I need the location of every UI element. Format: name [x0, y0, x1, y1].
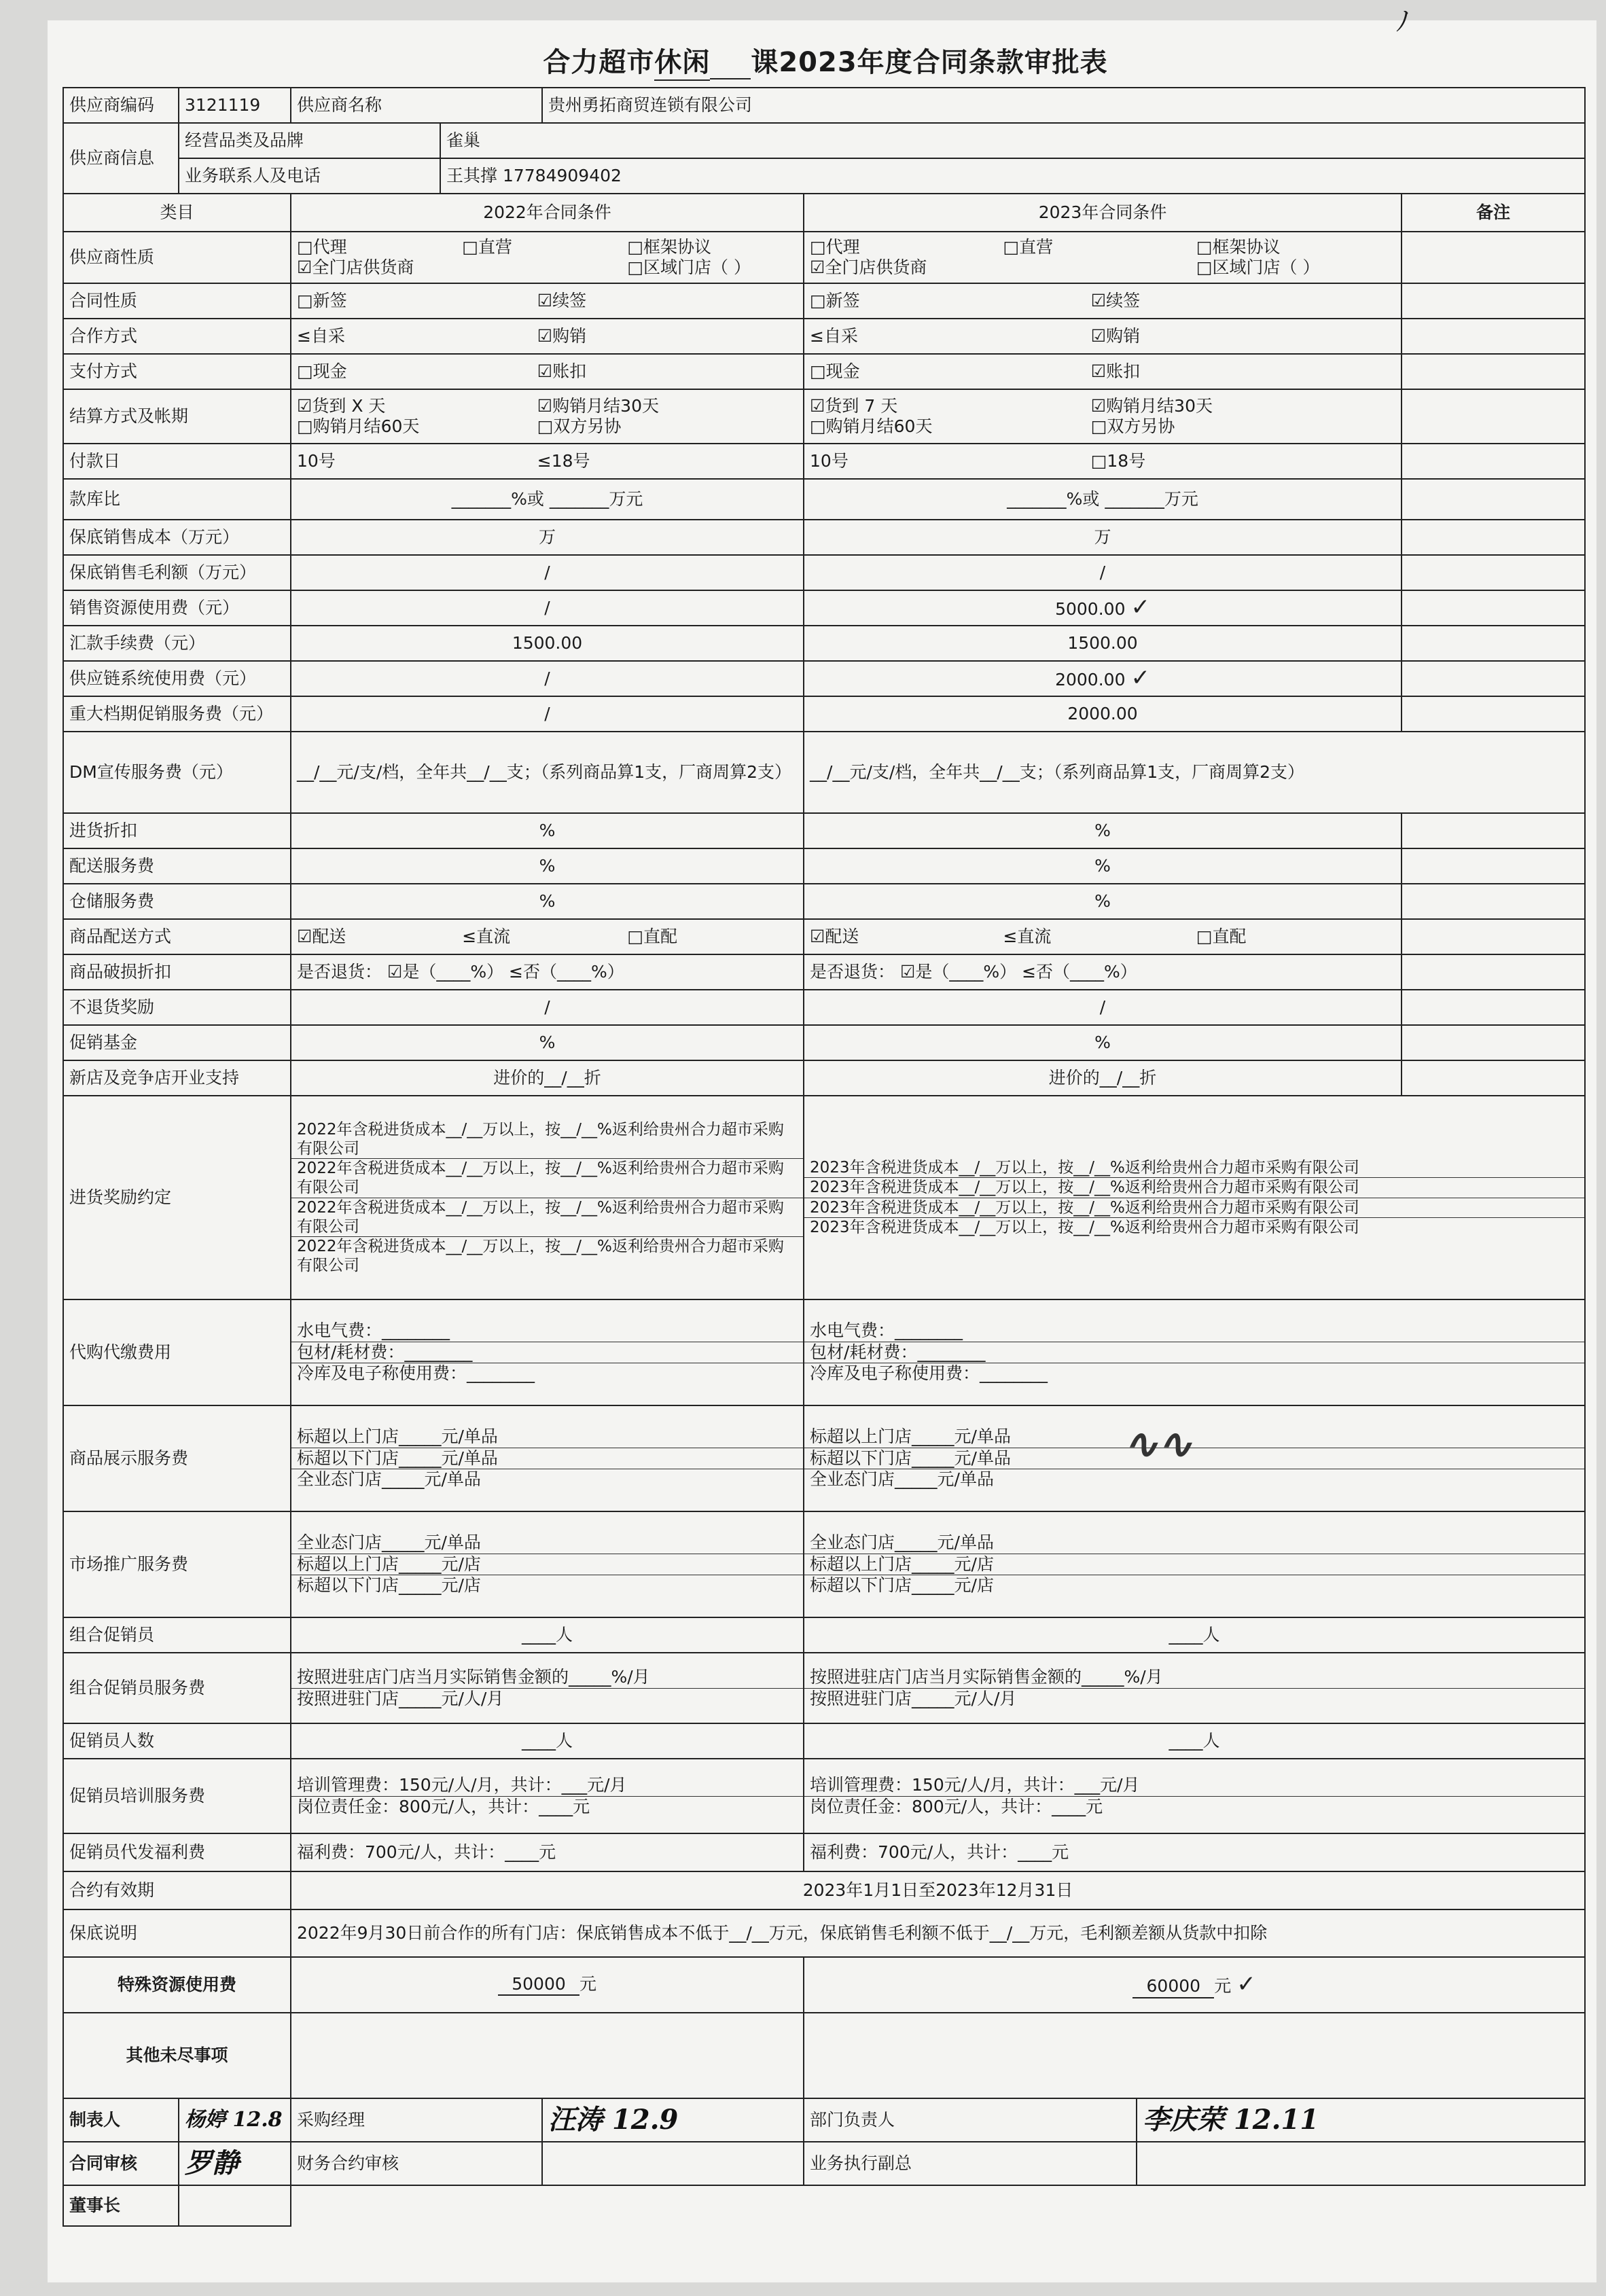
- check-mark-icon: ✓: [1236, 1971, 1256, 1998]
- brand-field[interactable]: 雀巢: [440, 123, 1585, 158]
- supplier-code-row: 供应商编码 3121119 供应商名称 贵州勇拓商贸连锁有限公司: [63, 88, 1585, 123]
- finance-signature[interactable]: [542, 2142, 804, 2185]
- row-marketing-fee: 市场推广服务费 全业态门店_____元/单品 标超以上门店_____元/店 标超以下门店_____元/店 全业态门店_____元/单品 标超以上门店_____元/店 标超以下门店_____元/店: [63, 1511, 1585, 1617]
- preparer-signature[interactable]: 杨婷 12.8: [179, 2098, 291, 2142]
- nature-2022[interactable]: □代理 □直营 □框架协议 ☑全门店供货商 □区域门店（ ）: [291, 232, 804, 283]
- row-combo-promoter: 组合促销员 ____人 ____人: [63, 1617, 1585, 1653]
- row-min-margin: 保底销售毛利额（万元） / /: [63, 555, 1585, 590]
- row-distribution: 商品配送方式 ☑配送 ≤直流 □直配 ☑配送 ≤直流 □直配: [63, 919, 1585, 954]
- row-promo-fund: 促销基金 % %: [63, 1025, 1585, 1060]
- supplier-name-field[interactable]: 贵州勇拓商贸连锁有限公司: [542, 88, 1585, 123]
- row-purchase-discount: 进货折扣 % %: [63, 813, 1585, 848]
- handwritten-signature: ∿∿: [1124, 1420, 1192, 1468]
- row-signatures-2: 合同审核 罗静 财务合约审核 业务执行副总: [63, 2142, 1585, 2185]
- row-combo-promoter-fee: 组合促销员服务费 按照进驻店门店当月实际销售金额的_____%/月 按照进驻门店_____元/人/月 按照进驻店门店当月实际销售金额的_____%/月 按照进驻门店_____元/人/月: [63, 1653, 1585, 1723]
- vp-signature[interactable]: [1137, 2142, 1585, 2185]
- remark-nature[interactable]: [1402, 232, 1585, 283]
- chairman-signature[interactable]: [179, 2185, 291, 2226]
- row-agency-fees: 代购代缴费用 水电气费：________ 包材/耗材费：________ 冷库及电子称使用费：________ 水电气费：________ 包材/耗材费：________ 冷库及电子称使用费：________: [63, 1299, 1585, 1405]
- contract-approval-table: [63, 87, 1586, 2227]
- column-header-row: [63, 194, 1585, 232]
- row-dm-fee: DM宣传服务费（元） __/__元/支/档，全年共__/__支；（系列商品算1支，厂商周算2支） __/__元/支/档，全年共__/__支；（系列商品算1支，厂商周算2支）: [63, 732, 1585, 813]
- nature-2023[interactable]: □代理 □直营 □框架协议 ☑全门店供货商 □区域门店（ ）: [804, 232, 1402, 283]
- row-damage-discount: 商品破损折扣 是否退货： ☑是（____%） ≤否（____%） 是否退货： ☑是（____%） ≤否（____%）: [63, 954, 1585, 990]
- row-guarantee: 保底说明 2022年9月30日前合作的所有门店：保底销售成本不低于__/__万元，保底销售毛利额不低于__/__万元，毛利额差额从货款中扣除: [63, 1909, 1585, 1957]
- row-welfare: 促销员代发福利费 福利费：700元/人，共计：____元 福利费：700元/人，共计：____元: [63, 1833, 1585, 1871]
- supplier-code-field[interactable]: 3121119: [179, 88, 291, 123]
- row-cooperation: 合作方式 ≤自采 ☑购销 ≤自采 ☑购销: [63, 319, 1585, 354]
- row-ratio: 款库比 _______%或 _______万元 _______%或 _______万元: [63, 479, 1585, 520]
- row-validity: 合约有效期 2023年1月1日至2023年12月31日: [63, 1871, 1585, 1909]
- dept-head-signature[interactable]: 李庆荣 12.11: [1137, 2098, 1585, 2142]
- contact-field[interactable]: 王其撑 17784909402: [440, 158, 1585, 194]
- supplier-contact-row: 业务联系人及电话 王其撑 17784909402: [63, 158, 1585, 194]
- row-delivery-fee: 配送服务费 % %: [63, 848, 1585, 884]
- row-signatures-3: 董事长: [63, 2185, 1585, 2226]
- row-promo-service-fee: 重大档期促销服务费（元） / 2000.00: [63, 696, 1585, 732]
- row-supplier-nature: 供应商性质 □代理 □直营 □框架协议 ☑全门店供货商 □区域门店（ ） □代理 □直营 □框架协议 ☑全门店供货商 □区域门店（ ）: [63, 232, 1585, 283]
- row-other-matters: 其他未尽事项: [63, 2013, 1585, 2098]
- header-2022: 2022年合同条件: [291, 194, 804, 232]
- row-payment-day: 付款日 10号 ≤18号 10号 □18号: [63, 444, 1585, 479]
- row-remit-fee: 汇款手续费（元） 1500.00 1500.00: [63, 626, 1585, 661]
- check-mark-icon: ✓: [1130, 664, 1150, 692]
- row-promoter-count: 促销员人数 ____人 ____人: [63, 1723, 1585, 1759]
- header-2023: 2023年合同条件: [804, 194, 1402, 232]
- corner-mark: ﾉ: [1396, 6, 1410, 37]
- title-category-blank: [710, 47, 751, 79]
- row-payment-method: 支付方式 □现金 ☑账扣 □现金 ☑账扣: [63, 354, 1585, 389]
- title-category-field[interactable]: 休闲: [654, 41, 710, 81]
- remarks-header: 备注: [1402, 194, 1585, 232]
- row-display-fee: 商品展示服务费 标超以上门店_____元/单品 标超以下门店_____元/单品 全业态门店_____元/单品 标超以上门店_____元/单品 标超以下门店_____元/单品 全业态门店_____元/单品 ∿∿: [63, 1405, 1585, 1511]
- row-contract-nature: 合同性质 □新签 ☑续签 □新签 ☑续签: [63, 283, 1585, 319]
- review-signature[interactable]: 罗静: [179, 2142, 291, 2185]
- supplier-info-row: 供应商信息 经营品类及品牌 雀巢: [63, 123, 1585, 158]
- row-purchase-reward: 进货奖励约定 2022年含税进货成本__/__万以上，按__/__%返利给贵州合力超市采购有限公司 2022年含税进货成本__/__万以上，按__/__%返利给贵州合力超市采购有限公司 2022年含税进货成本__/__万以上，按__/__%返利给贵州合力超市采购有限公司 2022年含税进货成本__/__万以上，按__/__%返利给贵州合力超市采购有限公司 2023年含税进货成本__/__万以上，按__/__%返利给贵州合力超市采购有限公司 2023年含税进货成本__/__万以上，按__/__%返利给贵州合力超市采购有限公司 2023年含税进货成本__/__万以上，按__/__%返利给贵州合力超市采购有限公司 2023年含税进货成本__/__万以上，按__/__%返利给贵州合力超市采购有限公司: [63, 1096, 1585, 1299]
- row-settlement: 结算方式及帐期 ☑货到 X 天 ☑购销月结30天□购销月结60天 □双方另协 ☑货到 7 天 ☑购销月结30天□购销月结60天 □双方另协: [63, 389, 1585, 444]
- row-min-sales-cost: 保底销售成本（万元） 万 万: [63, 520, 1585, 555]
- check-mark-icon: ✓: [1130, 594, 1150, 622]
- form-title: 合力超市休闲 课2023年度合同条款审批表: [65, 41, 1586, 81]
- row-signatures-1: 制表人 杨婷 12.8 采购经理 汪涛 12.9 部门负责人 李庆荣 12.11: [63, 2098, 1585, 2142]
- row-no-return-reward: 不退货奖励 / /: [63, 990, 1585, 1025]
- row-special-resource: 特殊资源使用费 50000 元 60000 元 ✓: [63, 1957, 1585, 2013]
- row-storage-fee: 仓储服务费 % %: [63, 884, 1585, 919]
- row-new-store-support: 新店及竞争店开业支持 进价的__/__折 进价的__/__折: [63, 1060, 1585, 1096]
- row-supply-chain-fee: 供应链系统使用费（元） / 2000.00 ✓: [63, 661, 1585, 696]
- row-promoter-training: 促销员培训服务费 培训管理费：150元/人/月，共计：___元/月 岗位责任金：800元/人，共计：____元 培训管理费：150元/人/月，共计：___元/月 岗位责任金：800元/人，共计：____元: [63, 1759, 1585, 1833]
- category-header: 类目: [63, 194, 291, 232]
- row-resource-fee: 销售资源使用费（元） / 5000.00 ✓: [63, 590, 1585, 626]
- buyer-signature[interactable]: 汪涛 12.9: [542, 2098, 804, 2142]
